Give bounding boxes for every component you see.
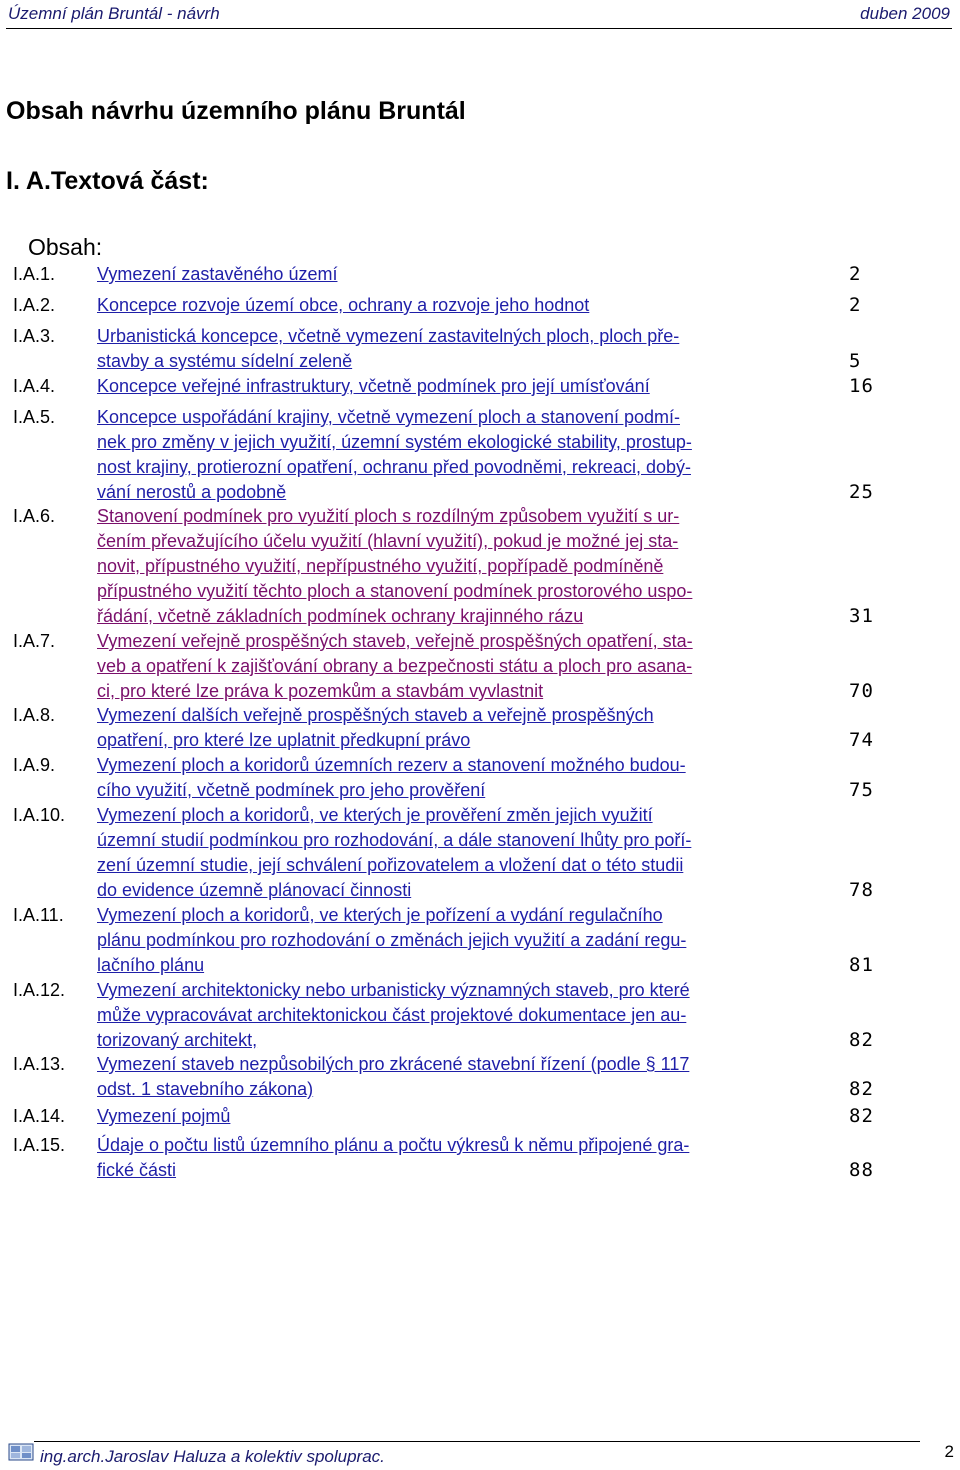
- toc-entry-link[interactable]: Vymezení pojmů: [97, 1106, 231, 1126]
- toc-entry-number: I.A.14.: [13, 1106, 66, 1126]
- toc-entry-number: I.A.10.: [13, 805, 66, 825]
- toc-heading: Obsah:: [28, 234, 103, 260]
- footer-divider: [34, 1441, 920, 1442]
- part-title: I. A.Textová část:: [6, 167, 209, 195]
- toc-entry-link[interactable]: torizovaný architekt,: [97, 1030, 258, 1050]
- toc-entry: [0, 703, 960, 753]
- toc-entry-link[interactable]: odst. 1 stavebního zákona): [97, 1079, 314, 1099]
- toc-entry: [0, 374, 960, 399]
- footer-author: ing.arch.Jaroslav Haluza a kolektiv spoluprac.: [40, 1447, 385, 1466]
- toc-entry-page: 82: [849, 1029, 874, 1051]
- toc-entry-link[interactable]: přípustného využití těchto ploch a stanovení podmínek prostorového uspo-: [97, 581, 693, 601]
- toc-entry-link[interactable]: Vymezení ploch a koridorů, ve kterých je prověření změn jejich využití: [97, 805, 653, 825]
- toc-entry-link[interactable]: Urbanistická koncepce, včetně vymezení zastavitelných ploch, ploch pře-: [97, 326, 680, 346]
- toc-entry-link[interactable]: lačního plánu: [97, 955, 205, 975]
- toc-entry-page: 2: [849, 263, 862, 285]
- toc-entry-page: 31: [849, 605, 874, 627]
- toc-entry-number: I.A.1.: [13, 264, 56, 284]
- toc-entry: [0, 504, 960, 629]
- toc-entry-link[interactable]: veb a opatření k zajišťování obrany a bezpečnosti státu a ploch pro asana-: [97, 656, 693, 676]
- toc-entry-page: 74: [849, 729, 874, 751]
- toc-entry-link[interactable]: Vymezení staveb nezpůsobilých pro zkrácené stavební řízení (podle § 117: [97, 1054, 690, 1074]
- toc-entry-number: I.A.9.: [13, 755, 56, 775]
- toc-entry-number: I.A.4.: [13, 376, 56, 396]
- toc-entry-link[interactable]: Koncepce uspořádání krajiny, včetně vymezení ploch a stanovení podmí-: [97, 407, 680, 427]
- footer-page-number: 2: [944, 1442, 954, 1461]
- toc-entry-page: 81: [849, 954, 874, 976]
- page-header: [6, 0, 952, 29]
- toc-entry: [0, 903, 960, 978]
- header-document-name: Územní plán Bruntál - návrh: [8, 4, 220, 23]
- header-date: duben 2009: [860, 4, 950, 23]
- toc-entry-link[interactable]: může vypracovávat architektonickou část projektové dokumentace jen au-: [97, 1005, 687, 1025]
- toc-entry: [0, 629, 960, 704]
- footer-logo-icon: [8, 1442, 34, 1462]
- toc-entry-link[interactable]: Údaje o počtu listů územního plánu a počtu výkresů k němu připojené gra-: [97, 1135, 690, 1155]
- toc-entry-link[interactable]: nek pro změny v jejich využití, územní systém ekologické stability, prostup-: [97, 432, 692, 452]
- toc-entry-link[interactable]: Vymezení ploch a koridorů územních rezerv a stanovení možného budou-: [97, 755, 686, 775]
- toc-entry-page: 82: [849, 1105, 874, 1127]
- toc-entry-page: 82: [849, 1078, 874, 1100]
- toc-entry-number: I.A.11.: [13, 905, 64, 925]
- toc-entry-link[interactable]: ci, pro které lze práva k pozemkům a stavbám vyvlastnit: [97, 681, 544, 701]
- toc-entry-page: 70: [849, 680, 874, 702]
- toc-entry-number: I.A.2.: [13, 295, 56, 315]
- toc-entry-link[interactable]: zení územní studie, její schválení pořizovatelem a vložení dat o této studii: [97, 855, 684, 875]
- toc-entry: [0, 803, 960, 903]
- toc-entry-link[interactable]: Vymezení zastavěného území: [97, 264, 338, 284]
- toc-entry: [0, 262, 960, 287]
- toc-entry-link[interactable]: územní studií podmínkou pro rozhodování, a dále stanovení lhůty pro poří-: [97, 830, 692, 850]
- toc-entry-link[interactable]: Vymezení architektonicky nebo urbanisticky významných staveb, pro které: [97, 980, 690, 1000]
- toc-entry-page: 16: [849, 375, 874, 397]
- toc-entry-number: I.A.12.: [13, 980, 66, 1000]
- toc-entry: [0, 753, 960, 803]
- toc-entry-number: I.A.3.: [13, 326, 56, 346]
- toc-entry-link[interactable]: cího využití, včetně podmínek pro jeho prověření: [97, 780, 486, 800]
- toc-entry-link[interactable]: plánu podmínkou pro rozhodování o změnách jejich využití a zadání regu-: [97, 930, 687, 950]
- toc-entry-link[interactable]: Vymezení dalších veřejně prospěšných staveb a veřejně prospěšných: [97, 705, 654, 725]
- toc-entry: [0, 978, 960, 1053]
- toc-entry-link[interactable]: Koncepce veřejné infrastruktury, včetně podmínek pro její umísťování: [97, 376, 650, 396]
- toc-entry: [0, 293, 960, 318]
- toc-entry-link[interactable]: čením převažujícího účelu využití (hlavní využití), pokud je možné jej sta-: [97, 531, 679, 551]
- toc-entry-link[interactable]: řádání, včetně základních podmínek ochrany krajinného rázu: [97, 606, 584, 626]
- toc-entry-number: I.A.7.: [13, 631, 56, 651]
- toc-entry-link[interactable]: do evidence územně plánovací činnosti: [97, 880, 412, 900]
- toc-entry-page: 78: [849, 879, 874, 901]
- toc-entry-number: I.A.15.: [13, 1135, 66, 1155]
- document-title: Obsah návrhu územního plánu Bruntál: [6, 97, 466, 125]
- toc-entry-number: I.A.6.: [13, 506, 56, 526]
- toc-entry-page: 88: [849, 1159, 874, 1181]
- toc-entry-page: 75: [849, 779, 874, 801]
- toc-entry-link[interactable]: Vymezení ploch a koridorů, ve kterých je pořízení a vydání regulačního: [97, 905, 663, 925]
- toc-entry: [0, 324, 960, 374]
- toc-entry-link[interactable]: Stanovení podmínek pro využití ploch s rozdílným způsobem využití s ur-: [97, 506, 680, 526]
- toc-entry-link[interactable]: vání nerostů a podobně: [97, 482, 287, 502]
- toc-entry-link[interactable]: fické části: [97, 1160, 177, 1180]
- toc-entry-link[interactable]: opatření, pro které lze uplatnit předkupní právo: [97, 730, 471, 750]
- toc-entry-link[interactable]: Vymezení veřejně prospěšných staveb, veřejně prospěšných opatření, sta-: [97, 631, 693, 651]
- toc-entry-number: I.A.13.: [13, 1054, 66, 1074]
- toc-entry-link[interactable]: Koncepce rozvoje území obce, ochrany a rozvoje jeho hodnot: [97, 295, 590, 315]
- toc-entry-page: 2: [849, 294, 862, 316]
- toc-entry-number: I.A.5.: [13, 407, 56, 427]
- toc-entry: [0, 1052, 960, 1102]
- toc-entry: [0, 405, 960, 505]
- toc-entry-page: 5: [849, 350, 862, 372]
- toc-entry: [0, 1104, 960, 1129]
- toc-entry-link[interactable]: novit, přípustného využití, nepřípustného využití, popřípadě podmíněně: [97, 556, 664, 576]
- toc-entry-page: 25: [849, 481, 874, 503]
- toc-entry: [0, 1133, 960, 1183]
- toc-entry-number: I.A.8.: [13, 705, 56, 725]
- toc-entry-link[interactable]: nost krajiny, protierozní opatření, ochranu před povodněmi, rekreaci, dobý-: [97, 457, 691, 477]
- toc-entry-link[interactable]: stavby a systému sídelní zeleně: [97, 351, 353, 371]
